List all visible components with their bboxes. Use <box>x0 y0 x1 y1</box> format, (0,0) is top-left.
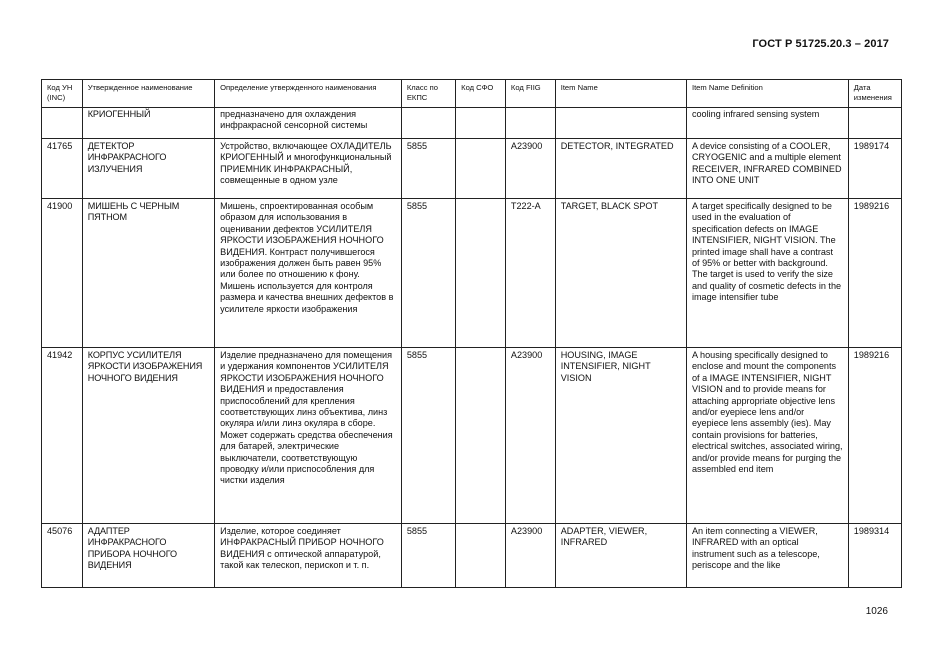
column-header-code: Код УН (INC) <box>42 80 83 108</box>
cell-definition: предназначено для охлаждения инфракрасной сенсорной системы <box>215 108 402 139</box>
cell-item-definition: cooling infrared sensing system <box>686 108 848 139</box>
cell-fiig: A23900 <box>505 348 555 524</box>
cell-date: 1989216 <box>848 348 901 524</box>
column-header-item-name: Item Name <box>555 80 686 108</box>
cell-code: 41942 <box>42 348 83 524</box>
cell-class: 5855 <box>401 199 455 348</box>
cell-item-definition: A target specifically designed to be used in the evaluation of specification defects on IMAGE INTENSIFIER, NIGHT VISION. The printed image shall have a contrast of 95% or better with background. The target is used to verify the size and quality of cosmetic defects in the image intensifier tube <box>686 199 848 348</box>
cell-code: 41900 <box>42 199 83 348</box>
column-header-approved-name: Утвержденное наименование <box>82 80 214 108</box>
cell-item-definition: A housing specifically designed to enclose and mount the components of a IMAGE INTENSIFIER, NIGHT VISION and to provide means for attaching appropriate objective lens and/or eyepiece lens and/or eyepiece lens assembly (ies). May contain provisions for batteries, electrical switches, associated wiring, and/or provide means for purging the assembled end item <box>686 348 848 524</box>
cell-item-name: DETECTOR, INTEGRATED <box>555 139 686 199</box>
cell-code: 45076 <box>42 524 83 588</box>
cell-date: 1989314 <box>848 524 901 588</box>
cell-class <box>401 108 455 139</box>
cell-definition: Изделие, которое соединяет ИНФРАКРАСНЫЙ ПРИБОР НОЧНОГО ВИДЕНИЯ с оптической аппаратурой, такой как телескоп, перископ и т. п. <box>215 524 402 588</box>
cell-item-name: TARGET, BLACK SPOT <box>555 199 686 348</box>
cell-fiig <box>505 108 555 139</box>
column-header-item-definition: Item Name Definition <box>686 80 848 108</box>
cell-definition: Изделие предназначено для помещения и удержания компонентов УСИЛИТЕЛЯ ЯРКОСТИ ИЗОБРАЖЕНИЯ НОЧНОГО ВИДЕНИЯ и предоставления приспособлений для крепления соответствующих линз объектива, линз окуляра и/или линз окуляра в сборе. Может содержать средства обеспечения для батарей, электрические выключатели, соответствующую проводку и/или приспособления для чистки изделия <box>215 348 402 524</box>
cell-definition: Мишень, спроектированная особым образом для использования в оценивании дефектов УСИЛИТЕЛЯ ЯРКОСТИ ИЗОБРАЖЕНИЯ НОЧНОГО ВИДЕНИЯ. Контраст получившегося изображения должен быть равен 95% или более по отношению к фону. Мишень используется для контроля размера и качества внешних дефектов в усилителе яркости изображения <box>215 199 402 348</box>
cell-approved-name: МИШЕНЬ С ЧЕРНЫМ ПЯТНОМ <box>82 199 214 348</box>
cell-approved-name: КОРПУС УСИЛИТЕЛЯ ЯРКОСТИ ИЗОБРАЖЕНИЯ НОЧНОГО ВИДЕНИЯ <box>82 348 214 524</box>
column-header-fiig: Код FIIG <box>505 80 555 108</box>
cell-item-name <box>555 108 686 139</box>
table-row <box>42 524 902 588</box>
cell-fiig: A23900 <box>505 524 555 588</box>
cell-class: 5855 <box>401 139 455 199</box>
cell-date <box>848 108 901 139</box>
cell-class: 5855 <box>401 348 455 524</box>
cell-item-name: ADAPTER, VIEWER, INFRARED <box>555 524 686 588</box>
column-header-class: Класс по ЕКПС <box>401 80 455 108</box>
cell-sfo <box>456 348 506 524</box>
cell-code: 41765 <box>42 139 83 199</box>
cell-date: 1989174 <box>848 139 901 199</box>
cell-item-definition: An item connecting a VIEWER, INFRARED with an optical instrument such as a telescope, periscope and the like <box>686 524 848 588</box>
table-row <box>42 348 902 524</box>
cell-approved-name: ДЕТЕКТОР ИНФРАКРАСНОГО ИЗЛУЧЕНИЯ <box>82 139 214 199</box>
document-standard-header: ГОСТ Р 51725.20.3 – 2017 <box>752 38 889 50</box>
table-header-row <box>42 80 902 108</box>
table-row <box>42 199 902 348</box>
column-header-date: Дата изменения <box>848 80 901 108</box>
cell-sfo <box>456 139 506 199</box>
page-number: 1026 <box>865 606 888 617</box>
cell-class: 5855 <box>401 524 455 588</box>
cell-item-name: HOUSING, IMAGE INTENSIFIER, NIGHT VISION <box>555 348 686 524</box>
cell-fiig: A23900 <box>505 139 555 199</box>
cell-sfo <box>456 108 506 139</box>
cell-sfo <box>456 524 506 588</box>
column-header-sfo: Код СФО <box>456 80 506 108</box>
cell-approved-name: АДАПТЕР ИНФРАКРАСНОГО ПРИБОРА НОЧНОГО ВИДЕНИЯ <box>82 524 214 588</box>
table-row <box>42 108 902 139</box>
cell-sfo <box>456 199 506 348</box>
cell-approved-name: КРИОГЕННЫЙ <box>82 108 214 139</box>
cell-date: 1989216 <box>848 199 901 348</box>
column-header-definition: Определение утвержденного наименования <box>215 80 402 108</box>
cell-definition: Устройство, включающее ОХЛАДИТЕЛЬ КРИОГЕННЫЙ и многофункциональный ПРИЕМНИК ИНФРАКРАСНЫЙ, совмещенные в одном узле <box>215 139 402 199</box>
cell-fiig: T222-A <box>505 199 555 348</box>
table-row <box>42 139 902 199</box>
cell-item-definition: A device consisting of a COOLER, CRYOGENIC and a multiple element RECEIVER, INFRARED COMBINED INTO ONE UNIT <box>686 139 848 199</box>
catalog-table <box>41 79 902 588</box>
cell-code <box>42 108 83 139</box>
